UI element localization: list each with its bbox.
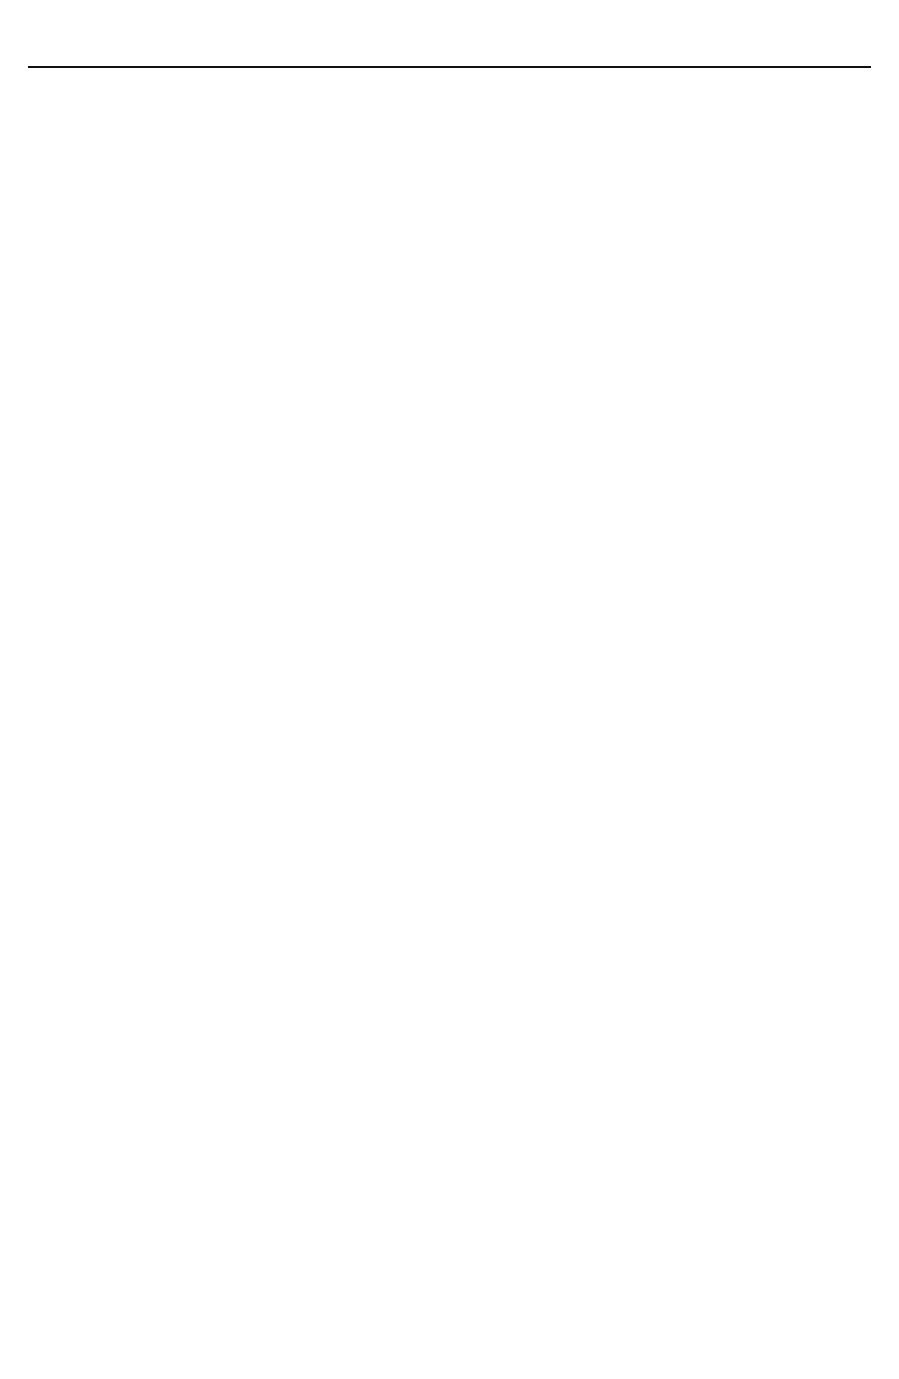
chess-board-game1 — [0, 942, 420, 1342]
chess-board-game5 — [0, 258, 420, 658]
running-head — [843, 22, 851, 48]
page-header — [0, 0, 899, 70]
header-rule — [28, 66, 871, 68]
